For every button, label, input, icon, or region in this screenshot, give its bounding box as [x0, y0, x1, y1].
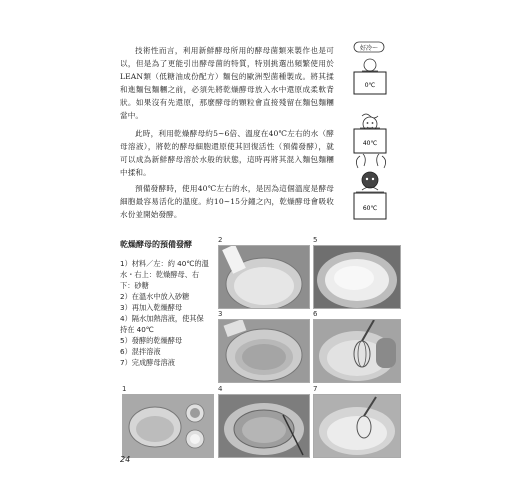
temp-label-40: 40℃ [362, 140, 378, 147]
paragraph-2: 此時，利用乾燥酵母約5~6倍、溫度在40℃左右的水（酵母溶液），將乾的酵母細胞還原使其回復活性（預備發酵），就可以成為新鮮酵母溶於水般的狀態，這時再將其混入麵包麵糰中揉和。 [120, 129, 334, 177]
photo-step-3 [218, 319, 310, 383]
paragraph-3: 預備發酵時，使用40℃左右的水，是因為這個溫度是酵母細胞最容易活化的溫度。約10~15分鐘之內，乾燥酵母會吸收水份並開始發酵。 [120, 184, 334, 219]
photo-number-3: 3 [218, 310, 223, 318]
step-item: 3）再加入乾燥酵母 [120, 303, 183, 312]
photo-step-7 [313, 394, 401, 458]
warm-yeast-figure [354, 114, 386, 153]
photo-number-5: 5 [313, 236, 318, 244]
photo-number-1: 1 [122, 385, 127, 393]
step-item: 2）在溫水中放入砂糖 [120, 292, 190, 301]
cold-yeast-figure [354, 42, 386, 94]
photo-step-4 [218, 394, 310, 458]
step-item: 7）完成酵母溶液 [120, 358, 175, 367]
step-item: 6）混拌溶液 [120, 347, 161, 356]
step-item: 5）發酵的乾燥酵母 [120, 336, 183, 345]
step-item: 4）隔水加熱溶液，使其保持在 40℃ [120, 314, 204, 334]
cold-bubble-text: 好冷～ [359, 45, 379, 52]
photo-step-1 [122, 394, 214, 458]
photo-number-7: 7 [313, 385, 318, 393]
yeast-temperature-illustration [340, 38, 400, 228]
section-heading: 乾燥酵母的預備發酵 [120, 240, 192, 249]
photo-number-4: 4 [218, 385, 223, 393]
temp-label-60: 60℃ [362, 205, 378, 212]
photo-number-6: 6 [313, 310, 318, 318]
step-item: 1）材料／左：約 40℃的溫水・右上：乾燥酵母、右下：砂糖 [120, 259, 209, 290]
paragraph-1: 技術性而言，利用新鮮酵母所用的酵母菌類來製作也是可以，但是為了更能引出酵母菌的特質，特別挑選出頻繁使用於LEAN類（低糖油成份配方）麵包的歐洲型菌種製成。將其揉和進麵包麵糰之前，必須先將乾燥酵母放入水中還原成柔軟背狀。如果沒有先還原，那麼酵母的顆粒會直接殘留在麵包麵糰當中。 [120, 46, 334, 120]
temp-label-0: 0℃ [364, 82, 376, 89]
photo-step-2 [218, 245, 310, 309]
step-list [120, 258, 210, 368]
page-number: 24 [120, 455, 131, 464]
hot-yeast-figure [354, 154, 386, 219]
photo-step-5 [313, 245, 401, 309]
photo-number-2: 2 [218, 236, 223, 244]
photo-step-6 [313, 319, 401, 383]
